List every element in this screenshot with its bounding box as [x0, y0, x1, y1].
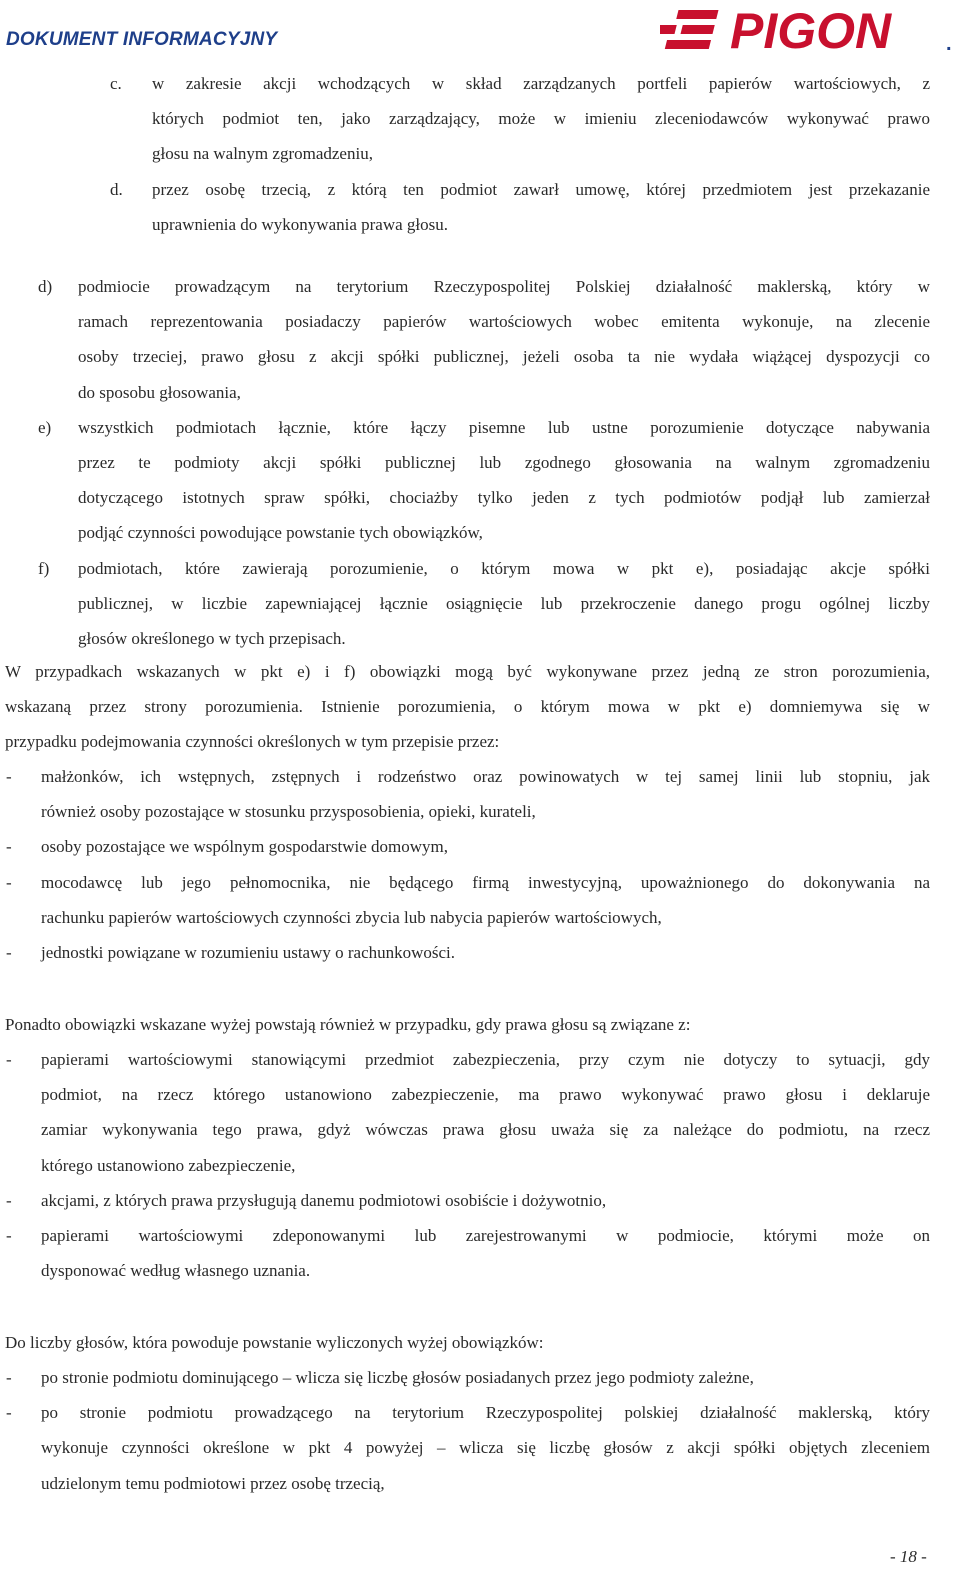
- list-marker: d): [38, 277, 53, 296]
- list-item-line: ramach reprezentowania posiadaczy papierów wartościowych wobec emitenta wykonuje, na zlecenie: [78, 312, 930, 332]
- list-marker: -: [6, 1226, 12, 1245]
- list-item-line: podmiotach, które zawierają porozumienie, o którym mowa w pkt e), posiadając akcje spółki: [78, 558, 930, 578]
- list-item-line: publicznej, w liczbie zapewniającej łącznie osiągnięcie lub przekroczenie danego progu ogólnej liczby: [78, 593, 930, 613]
- list-marker: -: [6, 767, 12, 786]
- list-item-line: małżonków, ich wstępnych, zstępnych i rodzeństwo oraz powinowatych w tej samej linii lub stopniu, jak: [41, 767, 930, 786]
- list-marker: -: [6, 1368, 12, 1387]
- epigon-logo: [660, 4, 960, 56]
- list-marker: e): [38, 417, 52, 437]
- list-item-line: akcjami, z których prawa przysługują danemu podmiotowi osobiście i dożywotnio,: [41, 1190, 607, 1210]
- list-item-line: głosu na walnym zgromadzeniu,: [152, 144, 373, 164]
- list-item-line: w zakresie akcji wchodzących w skład zarządzanych portfeli papierów wartościowych, z: [152, 74, 930, 93]
- list-item-line: do sposobu głosowania,: [78, 382, 241, 402]
- paragraph-line: Ponadto obowiązki wskazane wyżej powstają również w przypadku, gdy prawa głosu są związane z:: [5, 1015, 691, 1034]
- list-item-line: papierami wartościowymi stanowiącymi przedmiot zabezpieczenia, przy czym nie dotyczy to sytuacji, gdy: [41, 1050, 930, 1069]
- list-item-line: jednostki powiązane w rozumieniu ustawy o rachunkowości.: [41, 943, 456, 962]
- list-marker: -: [6, 943, 12, 962]
- page-number: - 18 -: [890, 1547, 927, 1566]
- list-item-line: podmiot, na rzecz którego ustanowiono zabezpieczenie, ma prawo wykonywać prawo głosu i deklaruje: [41, 1085, 930, 1105]
- list-item-line: których podmiot ten, jako zarządzający, może w imieniu zleceniodawców wykonywać prawo: [152, 109, 930, 129]
- list-item-line: udzielonym temu podmiotowi przez osobę trzecią,: [41, 1473, 385, 1493]
- list-item-line: dotyczącego istotnych spraw spółki, chociażby tylko jeden z tych podmiotów podjął lub zamierzał: [78, 488, 930, 508]
- list-item-line: wszystkich podmiotach łącznie, które łączy pisemne lub ustne porozumienie dotyczące nabywania: [78, 417, 930, 437]
- page-header: [0, 0, 960, 70]
- list-item-line: uprawnienia do wykonywania prawa głosu.: [152, 214, 449, 234]
- svg-text:.: .: [946, 33, 952, 55]
- paragraph-line: W przypadkach wskazanych w pkt e) i f) obowiązki mogą być wykonywane przez jedną ze stron porozumienia,: [5, 662, 930, 681]
- paragraph-line: wskazaną przez strony porozumienia. Istnienie porozumienia, o którym mowa w pkt e) domniemywa się w: [5, 697, 930, 717]
- list-item-line: osoby pozostające we wspólnym gospodarstwie domowym,: [41, 837, 448, 857]
- list-item-line: którego ustanowiono zabezpieczenie,: [41, 1155, 296, 1175]
- list-marker: -: [6, 1050, 12, 1069]
- list-item-line: również osoby pozostające w stosunku przysposobienia, opieki, kurateli,: [41, 802, 536, 822]
- list-item-line: papierami wartościowymi zdeponowanymi lub zarejestrowanymi w podmiocie, którymi może on: [41, 1226, 930, 1245]
- list-item-line: rachunku papierów wartościowych czynności zbycia lub nabycia papierów wartościowych,: [41, 907, 662, 927]
- list-marker: -: [6, 837, 12, 857]
- list-marker: -: [6, 1190, 12, 1210]
- list-item-line: mocodawcę lub jego pełnomocnika, nie będącego firmą inwestycyjną, upoważnionego do dokonywania na: [41, 872, 930, 892]
- logo-text: PIGON: [730, 4, 892, 56]
- list-marker: c.: [110, 74, 122, 93]
- list-item-line: wykonuje czynności określone w pkt 4 powyżej – wlicza się liczbę głosów z akcji spółki objętych zleceniem: [41, 1438, 930, 1458]
- paragraph-line: Do liczby głosów, która powoduje powstanie wyliczonych wyżej obowiązków:: [5, 1333, 544, 1352]
- list-item-line: przez osobę trzecią, z którą ten podmiot zawarł umowę, której przedmiotem jest przekazanie: [152, 179, 930, 199]
- list-item-line: po stronie podmiotu prowadzącego na terytorium Rzeczypospolitej polskiej działalność maklerską, który: [41, 1403, 930, 1423]
- document-title: DOKUMENT INFORMACYJNY: [6, 29, 278, 50]
- list-marker: f): [38, 558, 50, 578]
- list-item-line: podmiocie prowadzącym na terytorium Rzeczypospolitej Polskiej działalność maklerską, który w: [78, 277, 930, 296]
- list-marker: d.: [110, 179, 123, 199]
- list-marker: -: [6, 1403, 12, 1423]
- list-item-line: dysponować według własnego uznania.: [41, 1261, 311, 1281]
- list-item-line: osoby trzeciej, prawo głosu z akcji spółki publicznej, jeżeli osoba ta nie wydała wiążącej dyspozycji co: [78, 347, 930, 367]
- list-item-line: podjąć czynności powodujące powstanie tych obowiązków,: [78, 523, 483, 543]
- paragraph-line: przypadku podejmowania czynności określonych w tym przepisie przez:: [5, 732, 500, 752]
- list-item-line: zamiar wykonywania tego prawa, gdyż wówczas prawa głosu uważa się za należące do podmiotu, na rzecz: [41, 1120, 930, 1140]
- list-item-line: głosów określonego w tych przepisach.: [78, 629, 346, 648]
- list-item-line: przez te podmioty akcji spółki publicznej lub zgodnego głosowania na walnym zgromadzeniu: [78, 453, 930, 472]
- list-item-line: po stronie podmiotu dominującego – wlicza się liczbę głosów posiadanych przez jego podmioty zależne,: [41, 1368, 754, 1387]
- list-marker: -: [6, 872, 12, 892]
